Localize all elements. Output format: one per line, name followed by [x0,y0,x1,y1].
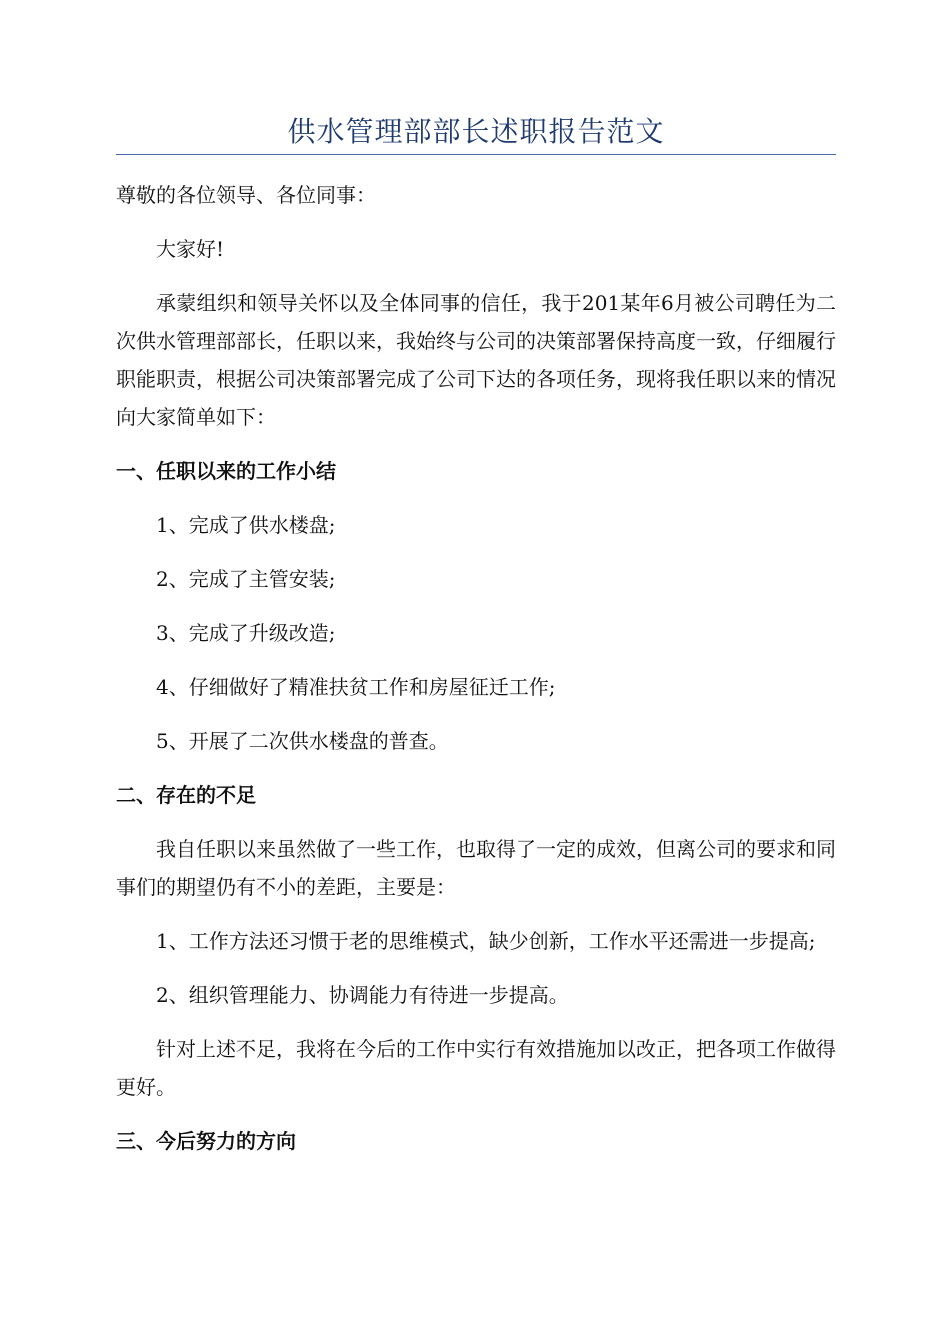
intro-paragraph: 承蒙组织和领导关怀以及全体同事的信任，我于201某年6月被公司聘任为二次供水管理部部长，任职以来，我始终与公司的决策部署保持高度一致，仔细履行职能职责，根据公司决策部署完成了公司下达的各项任务，现将我任职以来的情况向大家简单如下： [116,291,836,429]
list-item: 2、组织管理能力、协调能力有待进一步提高。 [156,983,569,1007]
list-item: 5、开展了二次供水楼盘的普查。 [156,729,449,753]
list-item: 3、完成了升级改造; [156,621,336,645]
section-paragraph: 针对上述不足，我将在今后的工作中实行有效措施加以改正，把各项工作做得更好。 [116,1037,836,1099]
list-item: 1、工作方法还习惯于老的思维模式，缺少创新，工作水平还需进一步提高; [156,929,816,953]
list-item: 2、完成了主管安装; [156,567,336,591]
section-heading: 三、今后努力的方向 [116,1129,296,1153]
section-paragraph: 我自任职以来虽然做了一些工作，也取得了一定的成效，但离公司的要求和同事们的期望仍有不小的差距，主要是： [116,837,836,899]
document-title: 供水管理部部长述职报告范文 [287,115,665,148]
list-item: 1、完成了供水楼盘; [156,513,336,537]
section-heading: 二、存在的不足 [116,783,256,807]
greeting: 大家好! [156,237,225,261]
list-item: 4、仔细做好了精准扶贫工作和房屋征迁工作; [156,675,556,699]
salutation: 尊敬的各位领导、各位同事： [116,183,376,207]
section-heading: 一、任职以来的工作小结 [116,459,336,483]
title-underline [116,154,836,155]
document-body [116,176,836,1160]
